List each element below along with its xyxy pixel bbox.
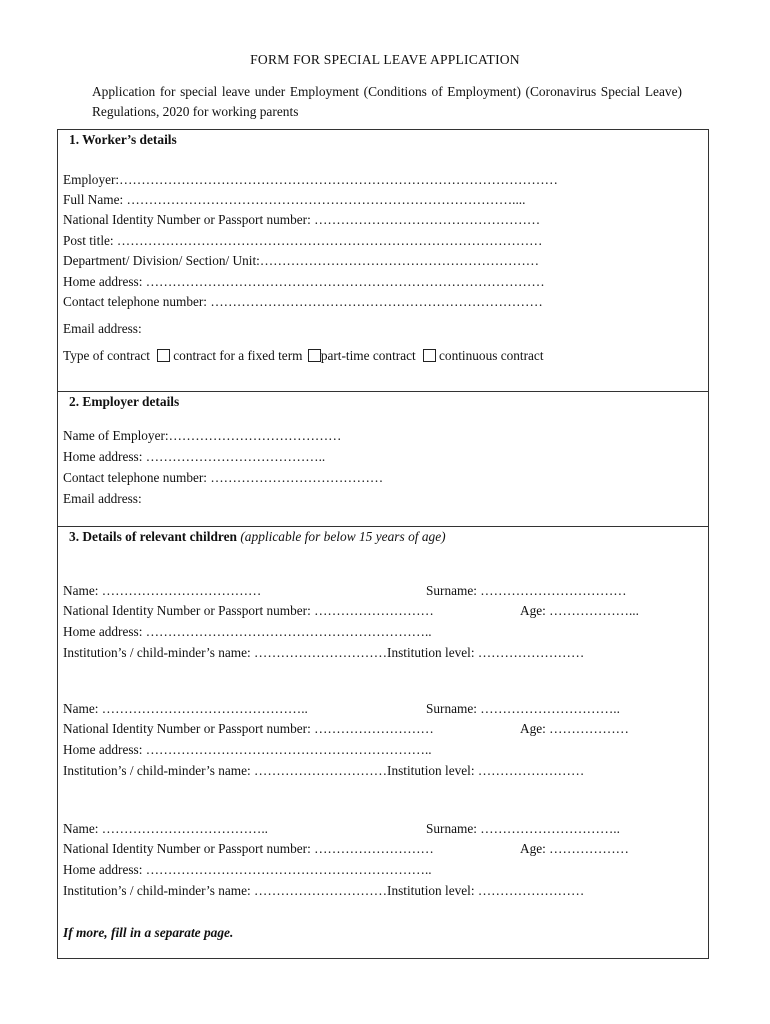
part-time-label: part-time contract (320, 348, 416, 363)
employer-name-field[interactable]: Name of Employer:………………………………… (63, 428, 342, 443)
employer-address-field[interactable]: Home address: ………………………………….. (63, 449, 326, 464)
full-name-field[interactable]: Full Name: …………………………………………………………………………….... (63, 192, 526, 207)
child3-institution-field[interactable]: Institution’s / child-minder’s name: …………………………Institution level: …………………… (63, 883, 585, 898)
email-field[interactable]: Email address: (63, 321, 142, 336)
child1-age-field[interactable]: Age: ………………... (520, 603, 639, 618)
contact-field[interactable]: Contact telephone number: ………………………………………………………………… (63, 294, 543, 309)
part-time-checkbox[interactable] (308, 349, 321, 362)
child1-nid-field[interactable]: National Identity Number or Passport number: ……………………… (63, 603, 434, 618)
child2-home-field[interactable]: Home address: ……………………………………………………….. (63, 742, 432, 757)
child1-institution-field[interactable]: Institution’s / child-minder’s name: …………………………Institution level: …………………… (63, 645, 585, 660)
child3-home-field[interactable]: Home address: ……………………………………………………….. (63, 862, 432, 877)
contract-type-label: Type of contract (63, 348, 150, 363)
child2-nid-field[interactable]: National Identity Number or Passport number: ……………………… (63, 721, 434, 736)
employer-contact-field[interactable]: Contact telephone number: ………………………………… (63, 470, 384, 485)
department-field[interactable]: Department/ Division/ Section/ Unit:……………………………………………………… (63, 253, 540, 268)
continuous-label: continuous contract (439, 348, 544, 363)
continuous-checkbox[interactable] (423, 349, 436, 362)
fixed-term-label: contract for a fixed term (173, 348, 303, 363)
contract-type-row (63, 348, 544, 364)
child1-name-field[interactable]: Name: ……………………………… (63, 583, 262, 598)
child2-name-field[interactable]: Name: ……………………………………….. (63, 701, 308, 716)
child2-surname-field[interactable]: Surname: ………………………….. (426, 701, 620, 716)
fixed-term-checkbox[interactable] (157, 349, 170, 362)
worker-details-heading: 1. Worker’s details (69, 132, 177, 147)
child2-institution-field[interactable]: Institution’s / child-minder’s name: …………………………Institution level: …………………… (63, 763, 585, 778)
intro-text: Application for special leave under Employment (Conditions of Employment) (Coronavirus Special Leave) Regulations, 2020 for working parents (92, 84, 682, 119)
child1-surname-field[interactable]: Surname: …………………………… (426, 583, 627, 598)
child3-nid-field[interactable]: National Identity Number or Passport number: ……………………… (63, 841, 434, 856)
employer-email-field[interactable]: Email address: (63, 491, 142, 506)
child3-surname-field[interactable]: Surname: ………………………….. (426, 821, 620, 836)
separate-page-note: If more, fill in a separate page. (63, 925, 234, 940)
children-heading-text: 3. Details of relevant children (69, 529, 237, 544)
child1-home-field[interactable]: Home address: ……………………………………………………….. (63, 624, 432, 639)
section-divider-2 (57, 526, 709, 527)
section-divider-1 (57, 391, 709, 392)
nid-field[interactable]: National Identity Number or Passport number: …………………………………………… (63, 212, 541, 227)
children-heading-note: (applicable for below 15 years of age) (240, 529, 446, 544)
child3-age-field[interactable]: Age: ……………… (520, 841, 629, 856)
post-title-field[interactable]: Post title: …………………………………………………………………………………… (63, 233, 543, 248)
employer-field[interactable]: Employer:……………………………………………………………………………………… (63, 172, 558, 187)
employer-details-heading: 2. Employer details (69, 394, 180, 409)
child3-name-field[interactable]: Name: ……………………………….. (63, 821, 268, 836)
children-details-heading (69, 529, 446, 545)
form-title: FORM FOR SPECIAL LEAVE APPLICATION (250, 52, 520, 67)
child2-age-field[interactable]: Age: ……………… (520, 721, 629, 736)
home-address-field[interactable]: Home address: ……………………………………………………………………………… (63, 274, 545, 289)
